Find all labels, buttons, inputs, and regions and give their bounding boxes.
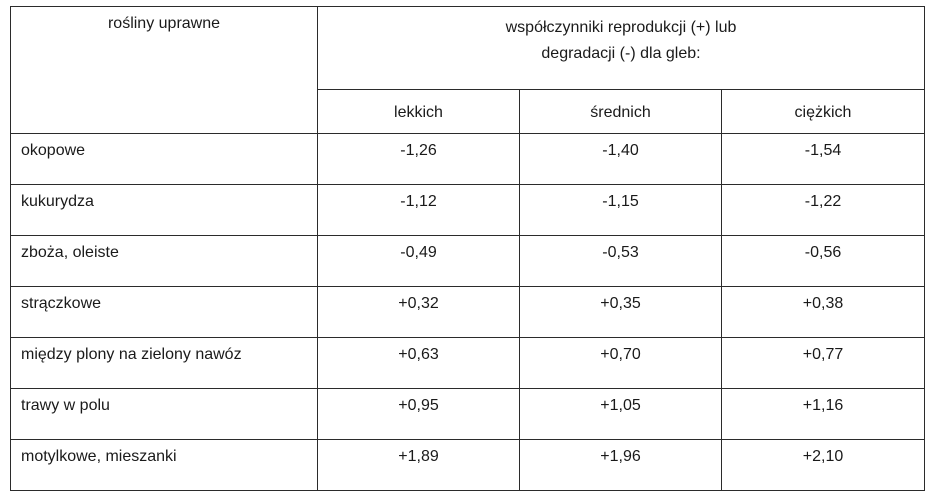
crop-name: motylkowe, mieszanki	[11, 440, 318, 491]
value-heavy: +1,16	[722, 389, 925, 440]
crop-name: trawy w polu	[11, 389, 318, 440]
value-light: +0,63	[318, 338, 520, 389]
table-row	[11, 134, 925, 185]
table-row	[11, 236, 925, 287]
header-row-main	[11, 7, 925, 90]
crop-name: kukurydza	[11, 185, 318, 236]
coefficients-table	[10, 6, 925, 491]
value-light: +1,89	[318, 440, 520, 491]
value-heavy: -1,22	[722, 185, 925, 236]
crop-name: zboża, oleiste	[11, 236, 318, 287]
value-heavy: -1,54	[722, 134, 925, 185]
value-medium: -1,15	[520, 185, 722, 236]
table-row	[11, 287, 925, 338]
value-light: -0,49	[318, 236, 520, 287]
header-crop-label: rośliny uprawne	[11, 7, 318, 134]
crop-name: między plony na zielony nawóz	[11, 338, 318, 389]
header-coefficients-line1: współczynniki reprodukcji (+) lub	[505, 19, 737, 36]
header-coefficients-line2: degradacji (-) dla gleb:	[541, 45, 701, 62]
value-light: +0,32	[318, 287, 520, 338]
value-medium: +0,35	[520, 287, 722, 338]
crop-name: strączkowe	[11, 287, 318, 338]
value-light: -1,12	[318, 185, 520, 236]
header-soil-heavy: ciężkich	[722, 90, 925, 134]
value-medium: +0,70	[520, 338, 722, 389]
table-row	[11, 185, 925, 236]
crop-name: okopowe	[11, 134, 318, 185]
value-medium: +1,05	[520, 389, 722, 440]
value-light: -1,26	[318, 134, 520, 185]
value-heavy: +0,77	[722, 338, 925, 389]
value-medium: -1,40	[520, 134, 722, 185]
header-coefficients-label	[318, 7, 925, 90]
value-heavy: +2,10	[722, 440, 925, 491]
value-heavy: -0,56	[722, 236, 925, 287]
table-row	[11, 338, 925, 389]
value-heavy: +0,38	[722, 287, 925, 338]
value-medium: -0,53	[520, 236, 722, 287]
header-soil-medium: średnich	[520, 90, 722, 134]
value-medium: +1,96	[520, 440, 722, 491]
header-soil-light: lekkich	[318, 90, 520, 134]
table-row	[11, 389, 925, 440]
table-row	[11, 440, 925, 491]
value-light: +0,95	[318, 389, 520, 440]
